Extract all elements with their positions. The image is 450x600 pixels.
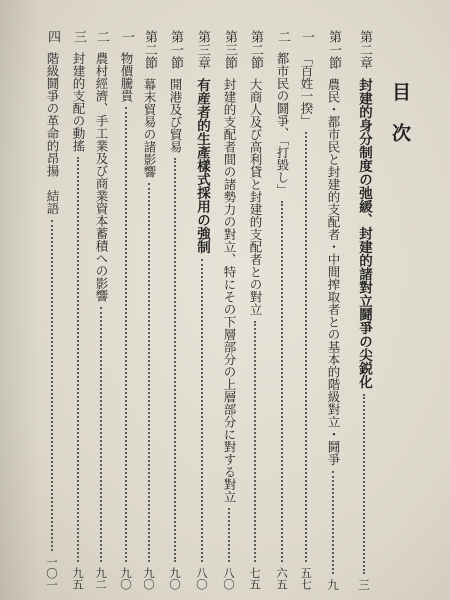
- toc-entry: [93, 30, 109, 590]
- toc-entry-label: 一: [119, 30, 134, 43]
- toc-entry: [325, 30, 341, 590]
- toc-page-number: 九二: [94, 567, 108, 590]
- toc-entry-label: 第二節: [142, 30, 157, 69]
- toc-entry: [70, 30, 86, 590]
- toc-entry-text: 大商人及び高利貸と封建的支配者との對立: [248, 78, 263, 316]
- toc-page-number: 九〇: [168, 567, 182, 590]
- toc-entry: [274, 30, 290, 590]
- toc-entry-label: 第三章: [195, 30, 210, 69]
- toc-entry: [44, 30, 60, 590]
- toc-entry: [298, 30, 314, 590]
- toc-page-number: 九: [326, 578, 340, 590]
- toc-entry-text: 物價騰貴: [119, 52, 134, 102]
- toc-entry-text: 農村經濟、手工業及び商業資本蓄積への影響: [94, 52, 109, 302]
- toc-entry-label: 第二章: [357, 30, 372, 69]
- toc-leader-dots: [332, 471, 334, 574]
- toc-entry-label: 第一節: [168, 30, 183, 69]
- toc-entry-label: 三: [71, 30, 86, 43]
- toc-page-number: 九〇: [142, 567, 156, 590]
- toc-leader-dots: [281, 201, 283, 562]
- toc-leader-dots: [228, 508, 230, 562]
- toc-entry: [141, 30, 157, 590]
- toc-entry-label: 二: [275, 30, 290, 43]
- toc-entry-text: 幕末貿易の諸影響: [142, 78, 157, 178]
- toc-entry: [221, 30, 237, 590]
- toc-entry-text: 農民・都市民と封建的支配者・中間搾取者との基本的階級對立・鬪爭: [326, 78, 341, 466]
- toc-leader-dots: [77, 157, 79, 562]
- toc-leader-dots: [174, 158, 176, 562]
- toc-page-number: 七五: [248, 567, 262, 590]
- toc-entry-label: 四: [45, 30, 60, 43]
- page-title: 目次: [389, 82, 411, 164]
- toc-leader-dots: [201, 259, 203, 563]
- toc-page-number: 九五: [71, 567, 85, 590]
- toc-leader-dots: [148, 183, 150, 562]
- toc-page-number: 八〇: [222, 567, 236, 590]
- toc-leader-dots: [125, 107, 127, 562]
- toc-entry-text: 封建的身分制度の弛緩、封建的諸對立鬪爭の尖鋭化: [356, 78, 372, 389]
- toc-entry-text: 封建的支配の動搖: [71, 52, 86, 152]
- toc-entry-text: 封建的支配者間の諸勢力の對立、特にその下層部分の上層部分に對する對立: [222, 78, 237, 503]
- toc-entry-text: 有産者的生產樣式採用の強制: [194, 78, 210, 254]
- page-gutter-shadow: [0, 0, 40, 600]
- toc-entry-label: 第二節: [248, 30, 263, 69]
- toc-entry-label: 第一節: [326, 30, 341, 69]
- toc-page-number: 三: [357, 578, 371, 590]
- toc-entry-text: 階級鬪爭の革命的昂揚 結語: [45, 52, 60, 215]
- toc-entry-label: 一: [299, 30, 314, 43]
- toc-entry: [356, 30, 372, 590]
- toc-page-number: 六五: [275, 567, 289, 590]
- toc-entry: [118, 30, 134, 590]
- toc-leader-dots: [100, 307, 102, 562]
- toc-leader-dots: [51, 220, 53, 551]
- toc-leader-dots: [305, 132, 307, 562]
- toc-entry: [167, 30, 183, 590]
- toc-entry-label: 二: [94, 30, 109, 43]
- toc-page-number: 九〇: [119, 567, 133, 590]
- toc-page-number: 一〇一: [45, 555, 59, 590]
- toc-entry-label: 第三節: [222, 30, 237, 69]
- toc-page-number: 五七: [299, 567, 313, 590]
- toc-leader-dots: [363, 394, 365, 574]
- toc-entry-text: 「百姓一揆」: [299, 52, 314, 127]
- toc-entry: [247, 30, 263, 590]
- toc-entry: [194, 30, 210, 590]
- toc-entry-text: 開港及び貿易: [168, 78, 183, 153]
- toc-leader-dots: [254, 321, 256, 563]
- toc-entry-text: 都市民の鬪爭、「打毀し」: [275, 52, 290, 196]
- toc-page-number: 八〇: [195, 567, 209, 590]
